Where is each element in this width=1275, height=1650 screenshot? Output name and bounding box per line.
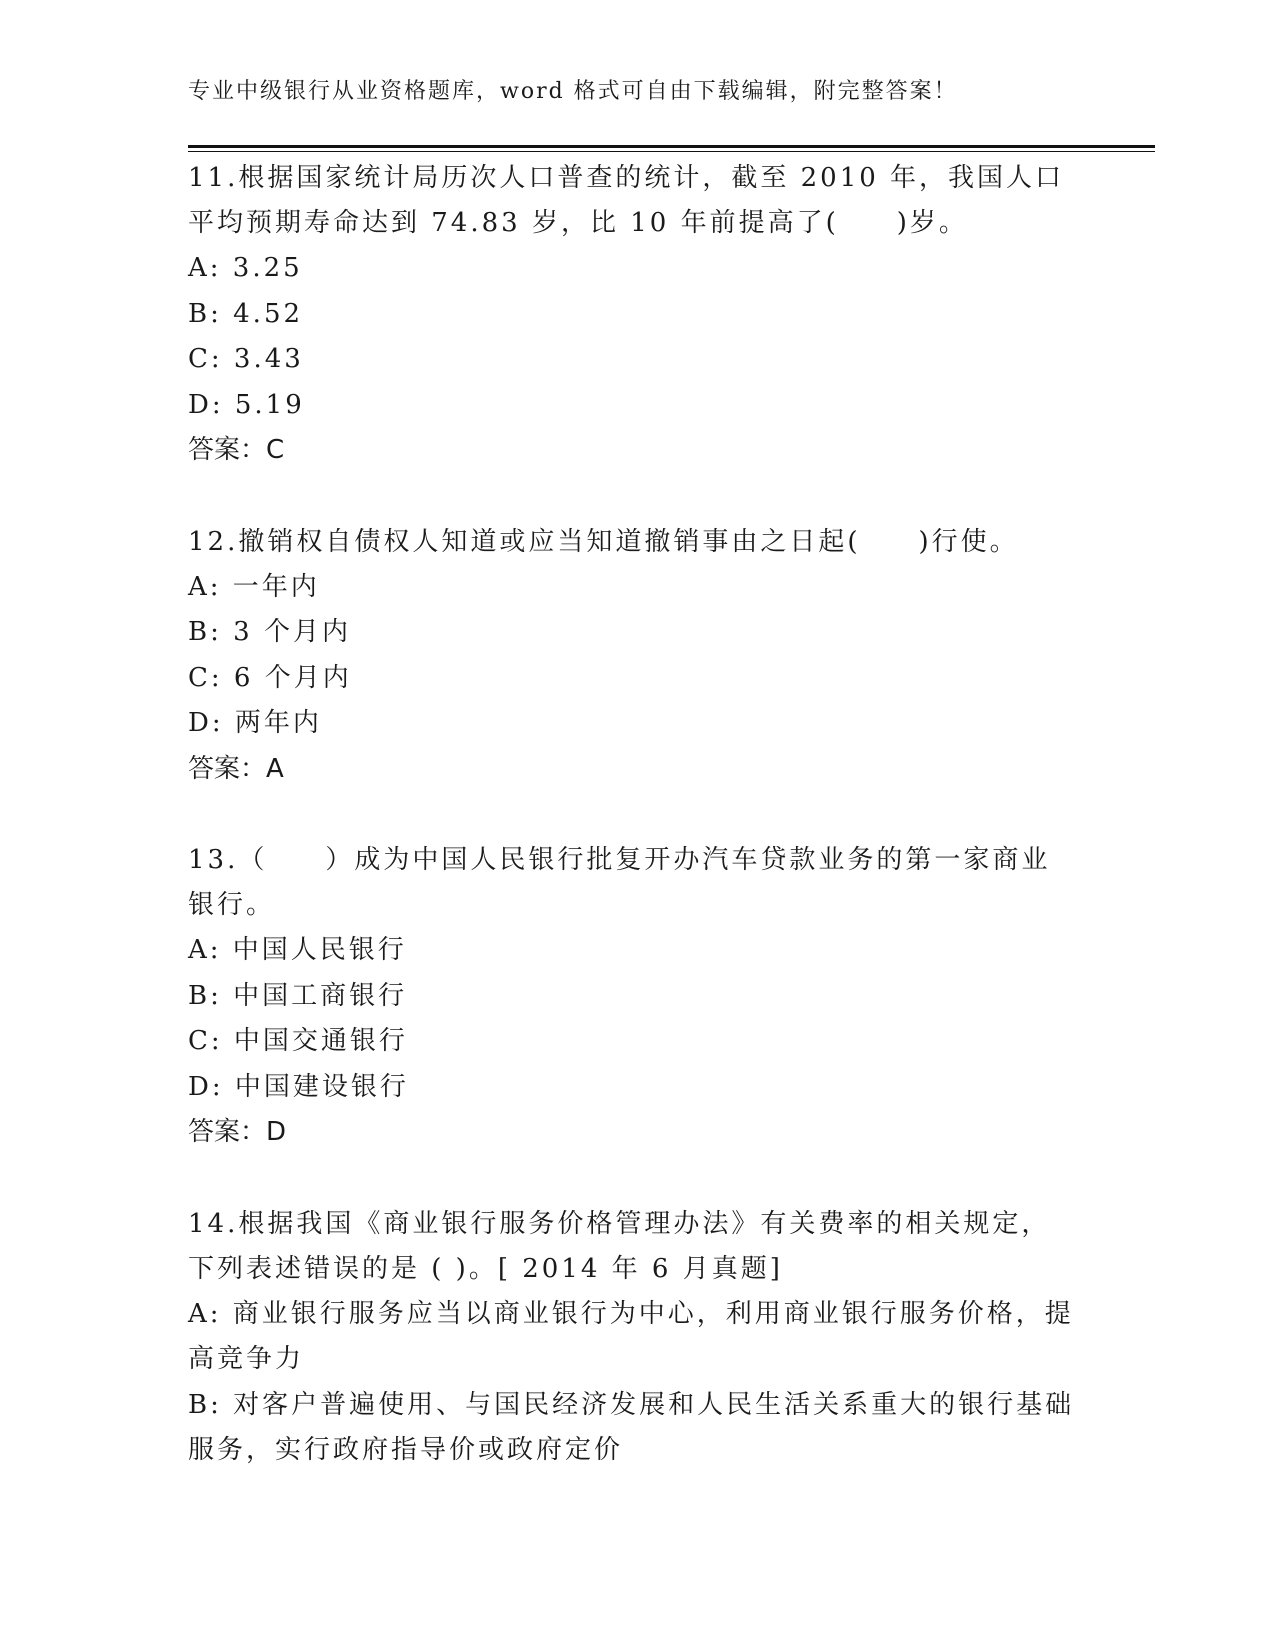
question-14 <box>188 1202 1078 1474</box>
option-b: B: 中国工商银行 <box>188 980 408 1011</box>
answer-line: 答案：A <box>188 753 284 784</box>
question-stem: 13.（ ）成为中国人民银行批复开办汽车贷款业务的第一家商业银行。 <box>188 845 1051 920</box>
question-stem: 12.撤销权自债权人知道或应当知道撤销事由之日起( )行使。 <box>188 526 1019 557</box>
header-divider-thin <box>188 151 1155 152</box>
question-11 <box>188 156 1078 474</box>
question-list <box>188 156 1078 1474</box>
page-header: 专业中级银行从业资格题库，word 格式可自由下载编辑，附完整答案！ <box>188 79 958 104</box>
header-divider-thick <box>188 145 1155 148</box>
option-c: C: 中国交通银行 <box>188 1026 408 1056</box>
spacer <box>188 474 1078 520</box>
option-a: A: 一年内 <box>188 571 320 602</box>
question-13 <box>188 838 1078 1156</box>
option-a: A: 3.25 <box>188 253 303 283</box>
question-stem: 11.根据国家统计局历次人口普查的统计，截至 2010 年，我国人口平均预期寿命达到 74.83 岁，比 10 年前提高了( )岁。 <box>188 163 1065 238</box>
spacer <box>188 792 1078 838</box>
option-a: A: 商业银行服务应当以商业银行为中心，利用商业银行服务价格，提高竞争力 <box>188 1298 1074 1374</box>
option-b: B: 4.52 <box>188 298 304 329</box>
option-c: C: 3.43 <box>188 344 304 374</box>
spacer <box>188 1156 1078 1202</box>
question-12 <box>188 520 1078 793</box>
answer-line: 答案：D <box>188 1117 287 1147</box>
option-a: A: 中国人民银行 <box>188 935 407 965</box>
option-b: B: 3 个月内 <box>188 617 351 647</box>
option-d: D: 中国建设银行 <box>188 1071 409 1102</box>
option-d: D: 两年内 <box>188 708 322 738</box>
question-stem: 14.根据我国《商业银行服务价格管理办法》有关费率的相关规定，下列表述错误的是 ( )。[ 2014 年 6 月真题] <box>188 1208 1051 1284</box>
option-b: B: 对客户普遍使用、与国民经济发展和人民生活关系重大的银行基础服务，实行政府指导价或政府定价 <box>188 1389 1075 1465</box>
option-d: D: 5.19 <box>188 389 305 420</box>
answer-line: 答案：C <box>188 435 285 465</box>
option-c: C: 6 个月内 <box>188 662 352 693</box>
